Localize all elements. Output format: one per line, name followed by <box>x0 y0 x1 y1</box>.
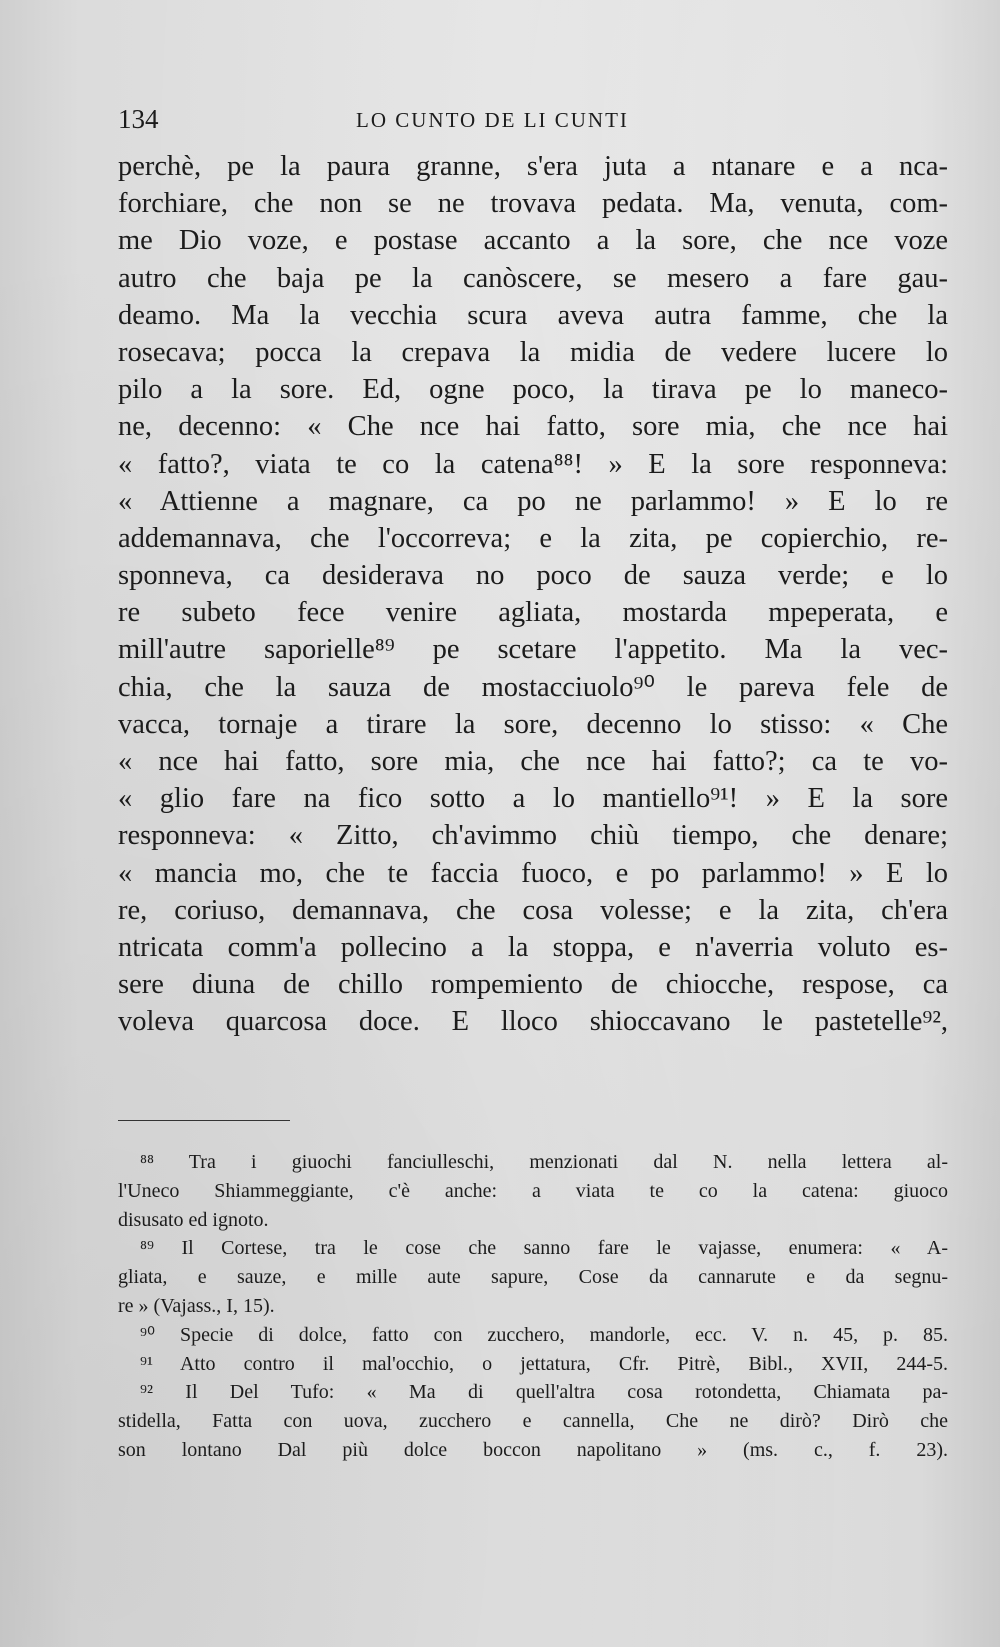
footnote-line: ⁸⁸ Tra i giuochi fanciulleschi, menzionati dal N. nella lettera al- <box>140 1151 948 1173</box>
body-line: sere diuna de chillo rompemiento de chiocche, respose, ca <box>118 969 948 1001</box>
body-line: rosecava; pocca la crepava la midia de vedere lucere lo <box>118 336 948 368</box>
body-line: « fatto?, viata te co la catena⁸⁸! » E la sore responneva: <box>118 448 948 480</box>
page-header <box>118 104 938 138</box>
footnote-line: re » (Vajass., I, 15). <box>118 1294 275 1317</box>
body-line: addemannava, che l'occorreva; e la zita, pe copierchio, re- <box>118 522 948 554</box>
footnote-line: l'Uneco Shiammeggiante, c'è anche: a viata te co la catena: giuoco <box>118 1179 948 1202</box>
page-number: 134 <box>118 104 159 134</box>
footnote-line: son lontano Dal più dolce boccon napolitano » (ms. c., f. 23). <box>118 1438 948 1461</box>
body-line: chia, che la sauza de mostacciuolo⁹⁰ le pareva fele de <box>118 671 948 703</box>
footnote-separator <box>118 1120 290 1121</box>
body-line: sponneva, ca desiderava no poco de sauza verde; e lo <box>118 560 948 592</box>
body-line: re subeto fece venire agliata, mostarda mpeperata, e <box>118 597 948 629</box>
body-line: perchè, pe la paura granne, s'era juta a ntanare e a nca- <box>118 151 948 182</box>
body-line: vacca, tornaje a tirare la sore, decenno lo stisso: « Che <box>118 708 948 740</box>
body-line: deamo. Ma la vecchia scura aveva autra famme, che la <box>118 299 948 331</box>
body-line: « Attienne a magnare, ca po ne parlammo! » E lo re <box>118 485 948 517</box>
body-line: forchiare, che non se ne trovava pedata. Ma, venuta, com- <box>118 188 948 220</box>
body-line: autro che baja pe la canòscere, se mesero a fare gau- <box>118 262 948 294</box>
footnote-line: stidella, Fatta con uova, zucchero e cannella, Che ne dirò? Dirò che <box>118 1410 948 1433</box>
body-line: « nce hai fatto, sore mia, che nce hai fatto?; ca te vo- <box>118 746 948 777</box>
body-line: « mancia mo, che te faccia fuoco, e po parlammo! » E lo <box>118 857 948 889</box>
running-title: LO CUNTO DE LI CUNTI <box>356 108 629 132</box>
body-line: pilo a la sore. Ed, ogne poco, la tirava pe lo maneco- <box>118 374 948 406</box>
footnote-line: gliata, e sauze, e mille aute sapure, Cose da cannarute e da segnu- <box>118 1266 948 1289</box>
body-line: « glio fare na fico sotto a lo mantiello⁹¹! » E la sore <box>118 783 948 815</box>
body-text <box>118 148 948 1041</box>
body-line: me Dio voze, e postase accanto a la sore, che nce voze <box>118 225 948 257</box>
body-line: mill'autre saporielle⁸⁹ pe scetare l'appetito. Ma la vec- <box>118 634 948 666</box>
body-line: ne, decenno: « Che nce hai fatto, sore mia, che nce hai <box>118 411 948 443</box>
body-line: voleva quarcosa doce. E lloco shioccavano le pastetelle⁹², <box>118 1006 948 1038</box>
footnote-line: disusato ed ignoto. <box>118 1208 269 1231</box>
body-line: responneva: « Zitto, ch'avimmo chiù tiempo, che denare; <box>118 820 948 852</box>
footnote-line: ⁸⁹ Il Cortese, tra le cose che sanno fare le vajasse, enumera: « A- <box>140 1237 948 1260</box>
body-line: re, coriuso, demannava, che cosa volesse; e la zita, ch'era <box>118 894 948 926</box>
footnotes <box>118 1148 948 1465</box>
footnote-line: ⁹² Il Del Tufo: « Ma di quell'altra cosa rotondetta, Chiamata pa- <box>140 1381 948 1404</box>
body-line: ntricata comm'a pollecino a la stoppa, e n'averria voluto es- <box>118 931 948 963</box>
footnote-line: ⁹⁰ Specie di dolce, fatto con zucchero, mandorle, ecc. V. n. 45, p. 85. <box>140 1323 948 1346</box>
footnote-line: ⁹¹ Atto contro il mal'occhio, o jettatura, Cfr. Pitrè, Bibl., XVII, 244-5. <box>140 1352 948 1375</box>
